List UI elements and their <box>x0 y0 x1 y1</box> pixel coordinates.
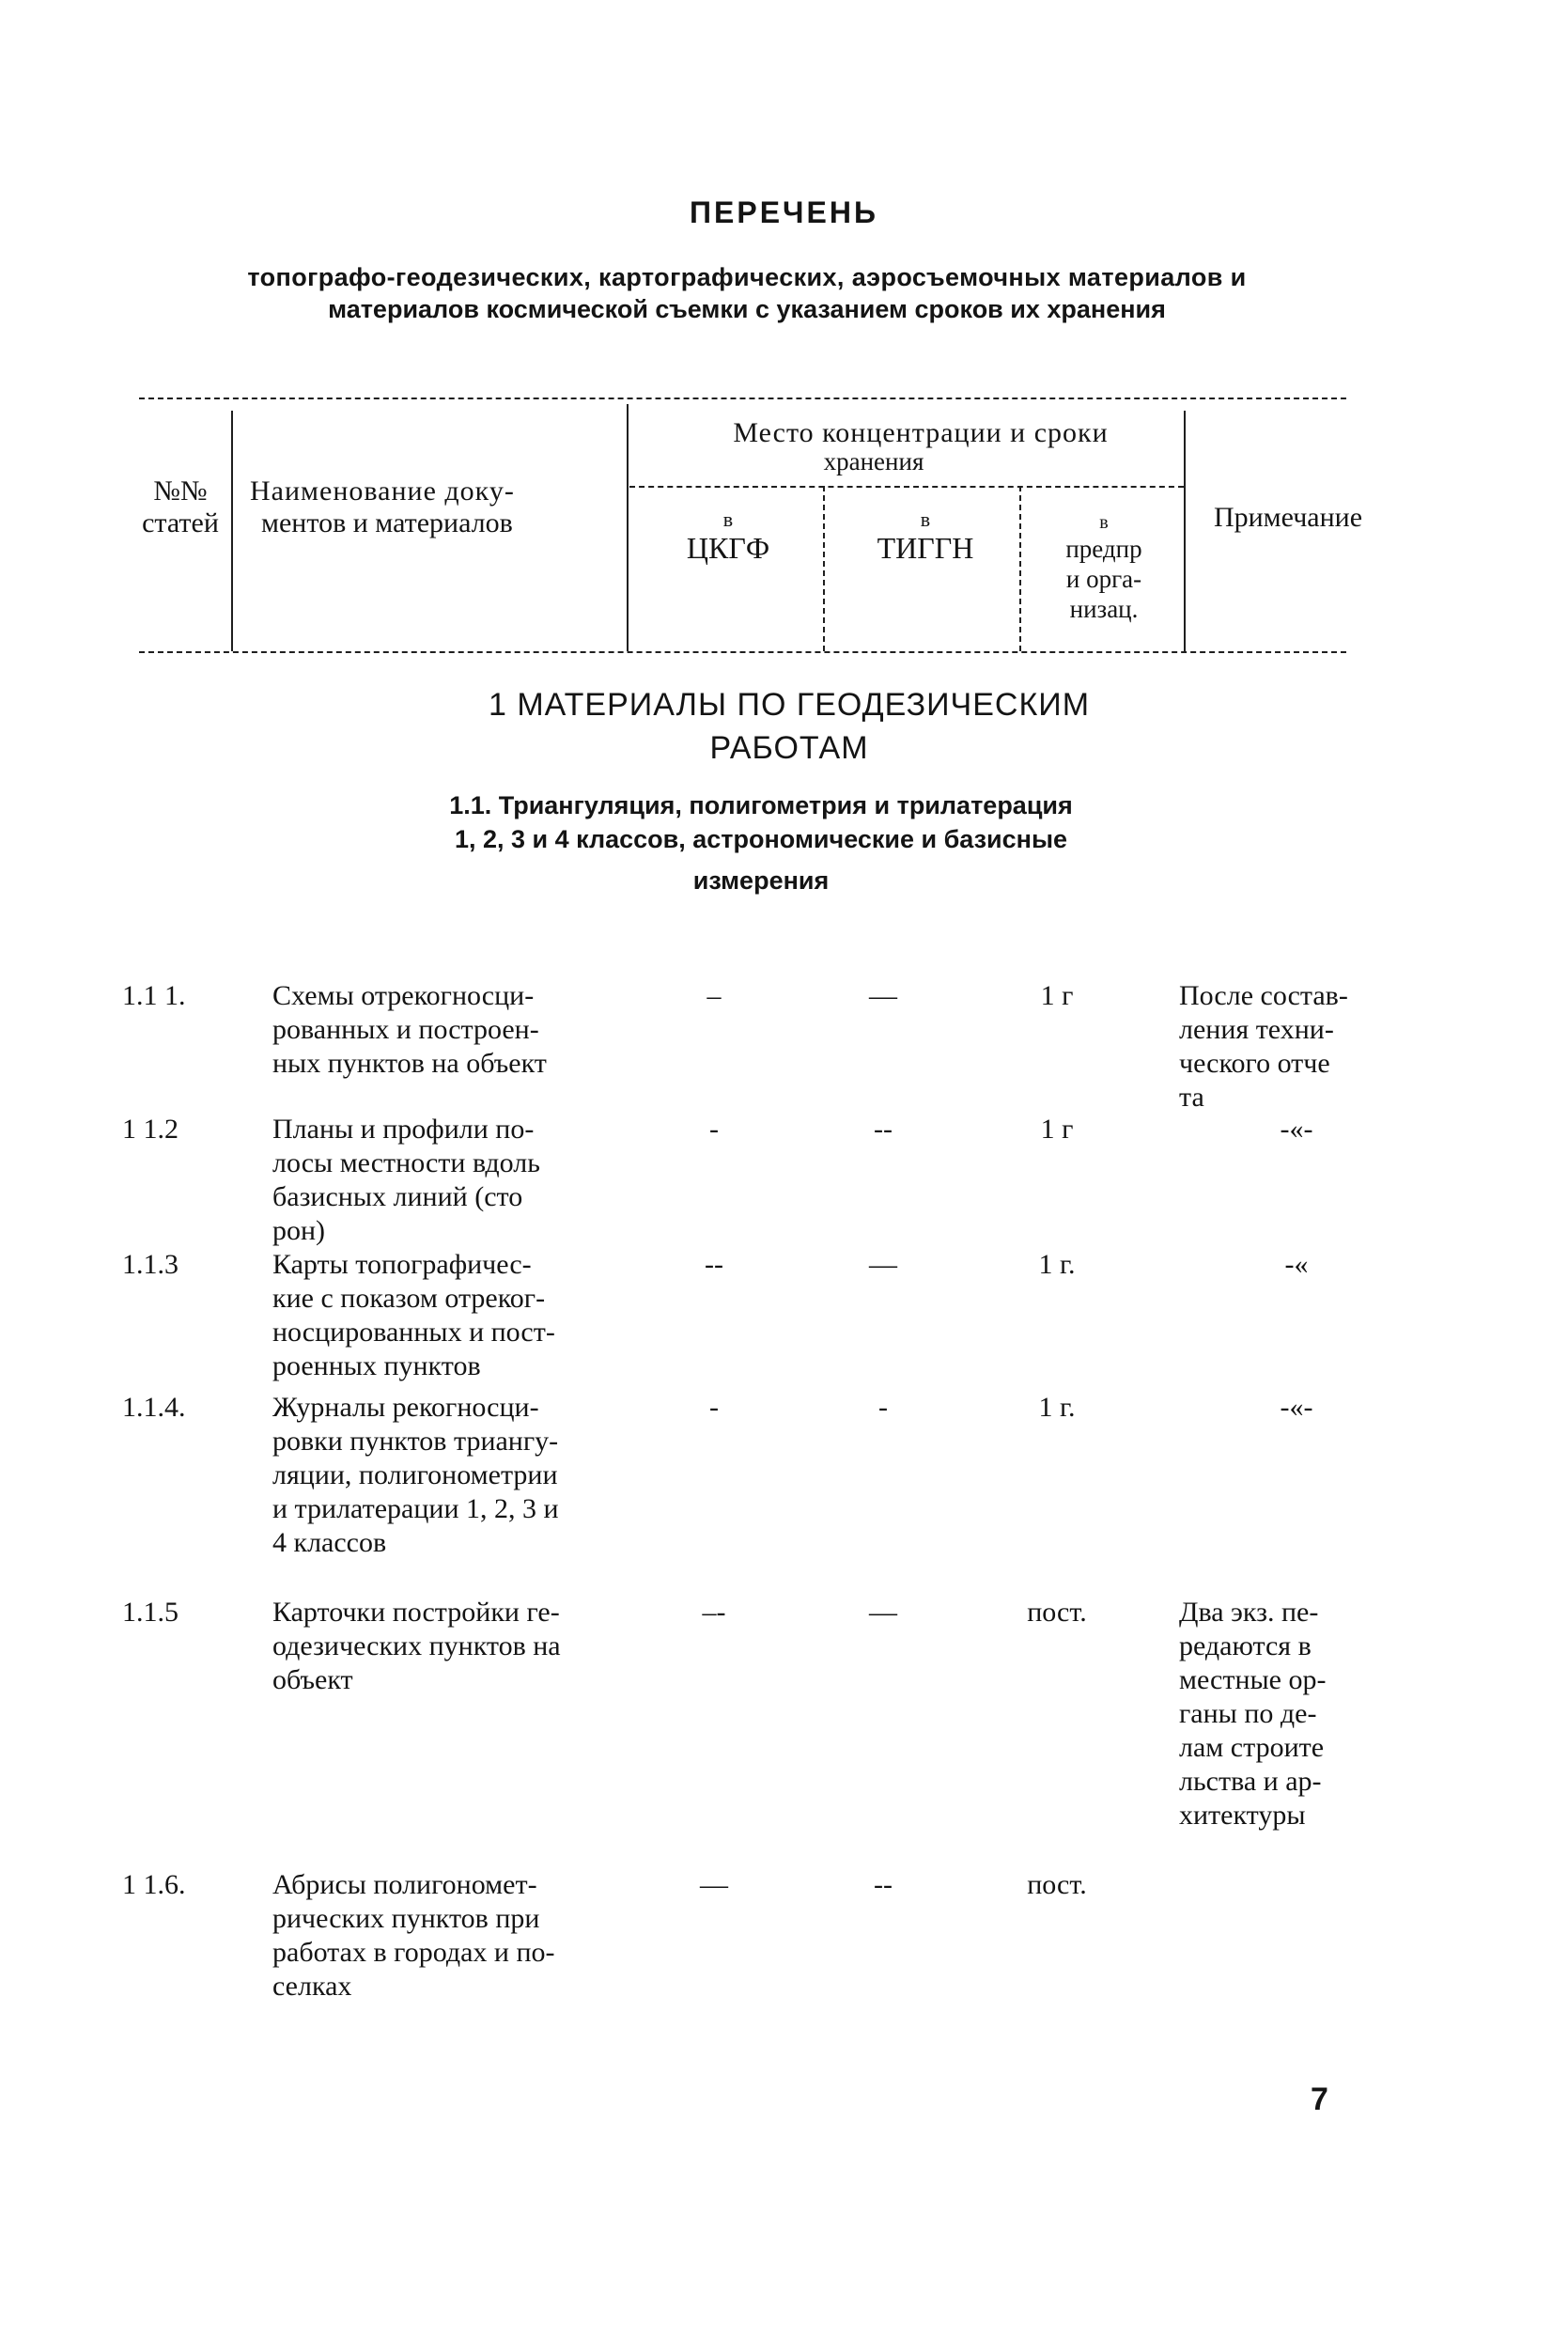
header-number <box>132 476 229 539</box>
header-tiggn-prep: в <box>920 507 931 531</box>
header-number-line1: №№ <box>153 476 208 507</box>
row-name: Журналы рекогносци- ровки пунктов триангу- ляции, полигонометрии и трилатерации 1, 2, 3 и 4 классов <box>272 1392 559 1558</box>
row-tiggn: — <box>869 1249 897 1280</box>
header-note: Примечание <box>1213 502 1363 533</box>
subtitle-line-1: топографо-геодезических, картографических, аэросъемочных материалов и <box>247 263 1247 291</box>
section-title-line2: РАБОТАМ <box>709 730 869 766</box>
row-tskgf: – <box>706 980 722 1011</box>
table-bottom-rule <box>139 651 1346 653</box>
row-tskgf: - <box>709 1114 719 1145</box>
header-place-group <box>648 417 1193 474</box>
row-org: пост. <box>1027 1869 1087 1900</box>
table-top-rule <box>139 398 1346 399</box>
subtitle-line-2: материалов космической съемки с указанием сроков их хранения <box>328 295 1166 323</box>
row-note: -«- <box>1280 1392 1313 1423</box>
row-tiggn: -- <box>874 1869 893 1900</box>
row-number: 1 1.2 <box>122 1114 179 1145</box>
row-number: 1.1.3 <box>122 1249 179 1280</box>
header-tiggn-label: ТИГГН <box>877 531 974 565</box>
section-title-line1: 1 МАТЕРИАЛЫ ПО ГЕОДЕЗИЧЕСКИМ <box>488 687 1091 723</box>
row-org: пост. <box>1027 1597 1087 1628</box>
row-name: Планы и профили по- лосы местности вдоль базисных линий (сто рон) <box>272 1114 540 1246</box>
row-tiggn: -- <box>874 1114 893 1145</box>
row-tiggn: — <box>869 980 897 1011</box>
header-org <box>1033 511 1174 624</box>
header-place-line2: хранения <box>823 447 924 476</box>
row-tiggn: — <box>869 1597 897 1628</box>
row-name: Карты топографичес- кие с показом отреког- носцированных и пост- роенных пунктов <box>272 1249 555 1381</box>
header-tskgf-prep: в <box>722 507 734 531</box>
row-name: Схемы отрекогносци- рованных и построен- ных пунктов на объект <box>272 980 547 1079</box>
row-note: -«- <box>1280 1114 1313 1145</box>
header-name-line1: Наименование доку- <box>250 476 515 507</box>
subsection-line1: 1.1. Триангуляция, полигометрия и трилатерация <box>449 791 1073 819</box>
divider-name-place <box>627 404 629 651</box>
row-tskgf: –- <box>702 1597 726 1628</box>
row-number: 1 1.6. <box>122 1869 186 1900</box>
header-tiggn <box>836 507 1015 564</box>
row-tiggn: - <box>878 1392 888 1423</box>
row-note: -« <box>1284 1249 1309 1280</box>
header-name <box>250 476 607 539</box>
header-place-line1: Место концентрации и сроки <box>733 417 1109 448</box>
row-name: Карточки постройки ге- одезических пунктов на объект <box>272 1597 561 1695</box>
subsection-line3: измерения <box>692 866 830 895</box>
page-number: 7 <box>1311 2082 1328 2117</box>
header-org-line4: низац. <box>1069 595 1139 623</box>
row-tskgf: -- <box>705 1249 723 1280</box>
row-number: 1.1.4. <box>122 1392 186 1423</box>
row-org: 1 г. <box>1038 1392 1076 1423</box>
header-name-line2: ментов и материалов <box>261 507 513 538</box>
row-org: 1 г <box>1040 1114 1074 1145</box>
divider-tiggn-org <box>1019 486 1021 651</box>
divider-tskgf-tiggn <box>823 486 825 651</box>
header-tskgf <box>639 507 817 564</box>
row-tskgf: - <box>709 1392 719 1423</box>
header-org-prep: в <box>1099 512 1109 533</box>
header-org-line3: и орга- <box>1065 565 1142 593</box>
row-org: 1 г. <box>1038 1249 1076 1280</box>
row-number: 1.1.5 <box>122 1597 179 1628</box>
row-tskgf: — <box>700 1869 728 1900</box>
header-tskgf-label: ЦКГФ <box>686 531 770 565</box>
subsection-line2: 1, 2, 3 и 4 классов, астрономические и базисные <box>454 825 1068 853</box>
row-org: 1 г <box>1040 980 1074 1011</box>
row-note: Два экз. пе- редаются в местные ор- ганы по де- лам строите льства и ар- хитектуры <box>1179 1597 1327 1831</box>
header-number-line2: статей <box>142 507 219 538</box>
row-number: 1.1 1. <box>122 980 186 1011</box>
divider-num-name <box>231 411 233 651</box>
page-title: ПЕРЕЧЕНЬ <box>690 195 878 229</box>
header-org-line2: предпр <box>1065 535 1142 563</box>
row-note: После состав- ления техни- ческого отче та <box>1179 980 1348 1113</box>
row-name: Абрисы полигономет- рических пунктов при работах в городах и по- селках <box>272 1869 555 2002</box>
place-group-rule <box>629 486 1184 488</box>
